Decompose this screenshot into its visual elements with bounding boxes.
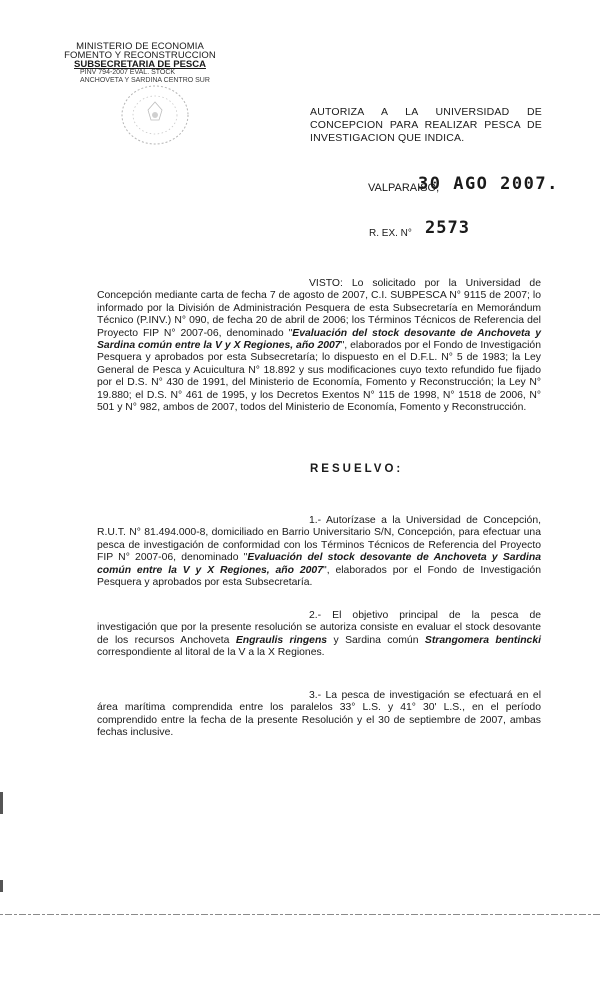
date-stamp: 30 AGO 2007.	[418, 174, 559, 194]
visto-project-title: Evaluación del stock desovante de Anchoveta y Sardina común entre la V y X Regiones, año 2007	[97, 327, 542, 352]
reference-line-2: ANCHOVETA Y SARDINA CENTRO SUR	[80, 77, 210, 84]
scan-dotted-line	[0, 914, 600, 915]
resolution-item-2	[97, 610, 541, 660]
ministry-subline: FOMENTO Y RECONSTRUCCION	[64, 50, 216, 61]
scan-edge-mark	[0, 792, 3, 814]
item1-text-1: 1.- Autorízase a la Universidad de Concepción, R.U.T. N° 81.494.000-8, domiciliado en Barrio Universitario S/N, Concepción, para efectuar una pesca de investigación de conformidad con los Términos Técnicos de Referencia del Proyecto FIP N° 2007-06, denominado "	[97, 515, 541, 564]
place-label: VALPARAISO,	[368, 182, 440, 194]
item1-text-2: ", elaborados por el Fondo de Investigación Pesquera y aprobados por esta Subsecretaría.	[97, 564, 541, 589]
visto-text-2: ", elaborados por el Fondo de Investigación Pesquera y aprobados por esta Subsecretaría; lo dispuesto en el D.F.L. N° 5 de 1983; la Ley General de Pesca y Acuicultura N° 18.892 y sus modificaciones cuyo texto refundido fue fijado por el D.S. N° 430 de 1991, del Ministerio de Economía, Fomento y Reconstrucción; la Ley N° 19.880; el D.S. N° 461 de 1995, y los Decretos Exentos N° 115 de 1998, N° 1518 de 2006, N° 501 y N° 982, ambos de 2007, todos del Ministerio de Economía, Fomento y Reconstrucción.	[97, 340, 541, 414]
resolution-item-1	[97, 515, 541, 589]
subsecretaria-line: SUBSECRETARIA DE PESCA	[74, 59, 206, 70]
visto-text-1: VISTO: Lo solicitado por la Universidad de Concepción mediante carta de fecha 7 de agosto de 2007, C.I. SUBPESCA N° 9115 de 2007; lo informado por la División de Administración Pesquera de esta Subsecretaría en Memorándum Técnico (P.INV.) N° 090, de fecha 20 de abril de 2006; los Términos Técnicos de Referencia del Proyecto FIP N° 2007-06, denominado "	[97, 278, 541, 339]
reference-line-1: PINV 794-2007 EVAL. STOCK	[80, 69, 176, 76]
resolution-item-3	[97, 690, 541, 740]
visto-paragraph	[97, 278, 541, 414]
item1-project-title: Evaluación del stock desovante de Anchoveta y Sardina común entre la V y X Regiones, año 2007	[97, 552, 541, 576]
ministry-line: MINISTERIO DE ECONOMIA	[76, 41, 204, 52]
letterhead	[60, 42, 220, 85]
resolution-number: 2573	[425, 218, 470, 238]
item2-text-1: 2.- El objetivo principal de la pesca de investigación que por la presente resolución se autoriza consiste en evaluar el stock desovante de los recursos Anchoveta	[97, 610, 541, 646]
item2-species-2: Strangomera bentincki	[424, 634, 541, 646]
item2-species-1: Engraulis ringens	[235, 634, 328, 646]
item3-text-1: 3.- La pesca de investigación se efectuará en el área marítima comprendida entre los paralelos 33° L.S. y 41° 30' L.S., en el período comprendido entre la fecha de la presente Resolución y el 30 de septiembre de 2007, ambas fechas inclusive.	[97, 690, 541, 739]
official-seal-icon	[118, 82, 192, 148]
resuelvo-heading: RESUELVO:	[310, 463, 404, 475]
subject-line: AUTORIZA A LA UNIVERSIDAD DE CONCEPCION PARA REALIZAR PESCA DE INVESTIGACION QUE INDICA.	[310, 106, 542, 144]
item2-text-3: correspondiente al litoral de la V a la X Regiones.	[97, 647, 325, 659]
item2-text-2: y Sardina común	[327, 634, 425, 646]
resolution-label: R. EX. N°	[369, 228, 412, 239]
scan-edge-mark	[0, 880, 3, 892]
